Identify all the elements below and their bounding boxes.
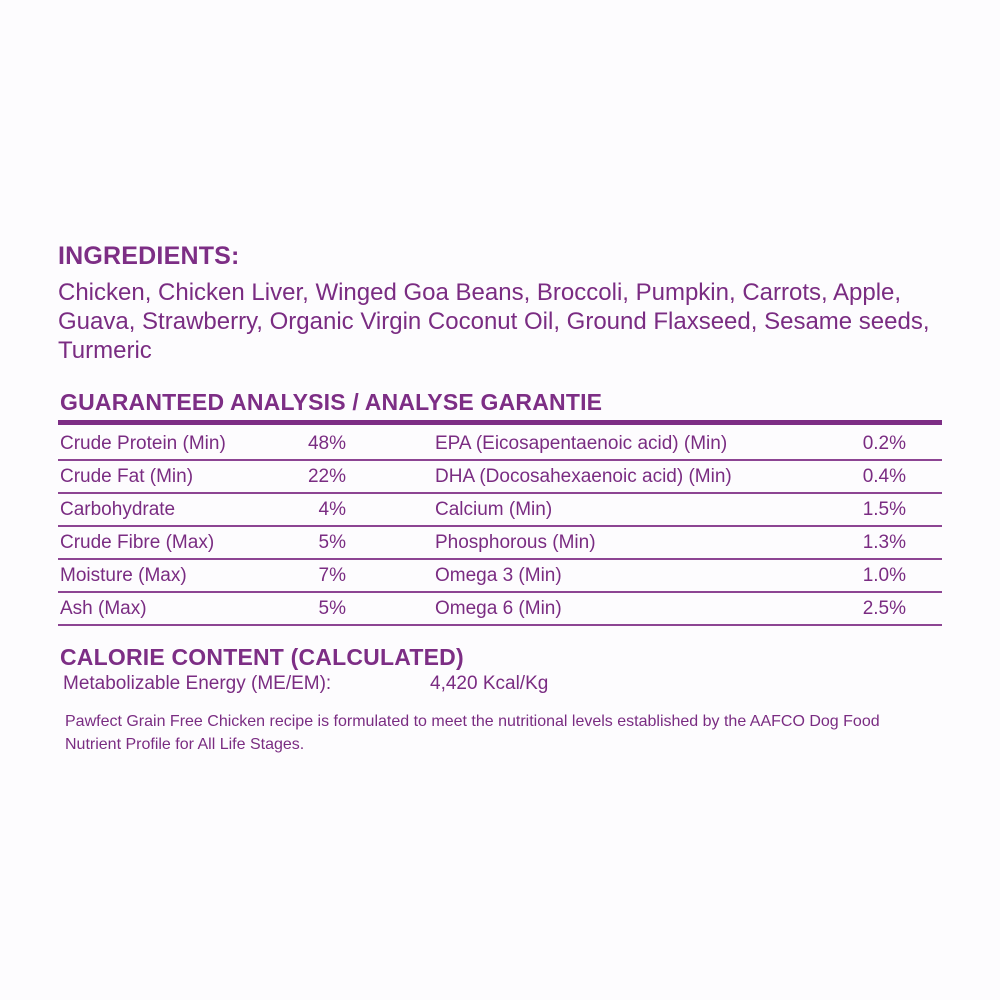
nutrient-value: 1.0% bbox=[862, 565, 906, 586]
nutrient-label: Omega 6 (Min) bbox=[435, 598, 562, 619]
table-row bbox=[58, 527, 942, 560]
table-row bbox=[58, 461, 942, 494]
nutrient-value: 5% bbox=[318, 598, 346, 619]
nutrient-label: Crude Protein (Min) bbox=[60, 433, 226, 454]
guaranteed-analysis-table bbox=[58, 428, 942, 626]
metabolizable-energy-label: Metabolizable Energy (ME/EM): bbox=[63, 673, 332, 694]
nutrient-label: Crude Fibre (Max) bbox=[60, 532, 215, 553]
nutrient-label: Phosphorous (Min) bbox=[435, 532, 596, 553]
table-row bbox=[58, 560, 942, 593]
nutrient-value: 1.3% bbox=[862, 532, 906, 553]
nutrient-value: 22% bbox=[307, 466, 346, 487]
nutrient-label: Crude Fat (Min) bbox=[60, 466, 194, 487]
nutrient-value: 2.5% bbox=[862, 598, 906, 619]
nutrient-value: 4% bbox=[318, 499, 346, 520]
nutrient-value: 7% bbox=[318, 565, 346, 586]
calorie-content-heading: CALORIE CONTENT (CALCULATED) bbox=[60, 644, 464, 670]
nutrient-label: DHA (Docosahexaenoic acid) (Min) bbox=[435, 466, 732, 487]
nutrient-label: Omega 3 (Min) bbox=[435, 565, 562, 586]
table-row bbox=[58, 428, 942, 461]
nutrient-value: 48% bbox=[307, 433, 346, 454]
nutrient-value: 0.4% bbox=[862, 466, 906, 487]
ingredients-heading: INGREDIENTS: bbox=[58, 242, 240, 270]
metabolizable-energy-value: 4,420 Kcal/Kg bbox=[430, 673, 549, 694]
ingredients-list: Chicken, Chicken Liver, Winged Goa Beans, Broccoli, Pumpkin, Carrots, Apple, Guava, Strawberry, Organic Virgin Coconut Oil, Ground Flaxseed, Sesame seeds, Turmeric bbox=[58, 279, 930, 364]
nutrient-value: 5% bbox=[318, 532, 346, 553]
nutrient-label: EPA (Eicosapentaenoic acid) (Min) bbox=[435, 433, 728, 454]
aafco-statement: Pawfect Grain Free Chicken recipe is formulated to meet the nutritional levels established by the AAFCO Dog Food Nutrient Profile for All Life Stages. bbox=[65, 713, 880, 753]
table-row bbox=[58, 494, 942, 527]
nutrient-label: Ash (Max) bbox=[60, 598, 147, 619]
nutrient-value: 1.5% bbox=[862, 499, 906, 520]
nutrient-label: Calcium (Min) bbox=[435, 499, 553, 520]
nutrient-value: 0.2% bbox=[862, 433, 906, 454]
table-row bbox=[58, 593, 942, 626]
guaranteed-analysis-heading: GUARANTEED ANALYSIS / ANALYSE GARANTIE bbox=[60, 389, 603, 415]
heading-divider bbox=[58, 420, 942, 425]
nutrient-label: Carbohydrate bbox=[60, 499, 176, 520]
nutrient-label: Moisture (Max) bbox=[60, 565, 187, 586]
